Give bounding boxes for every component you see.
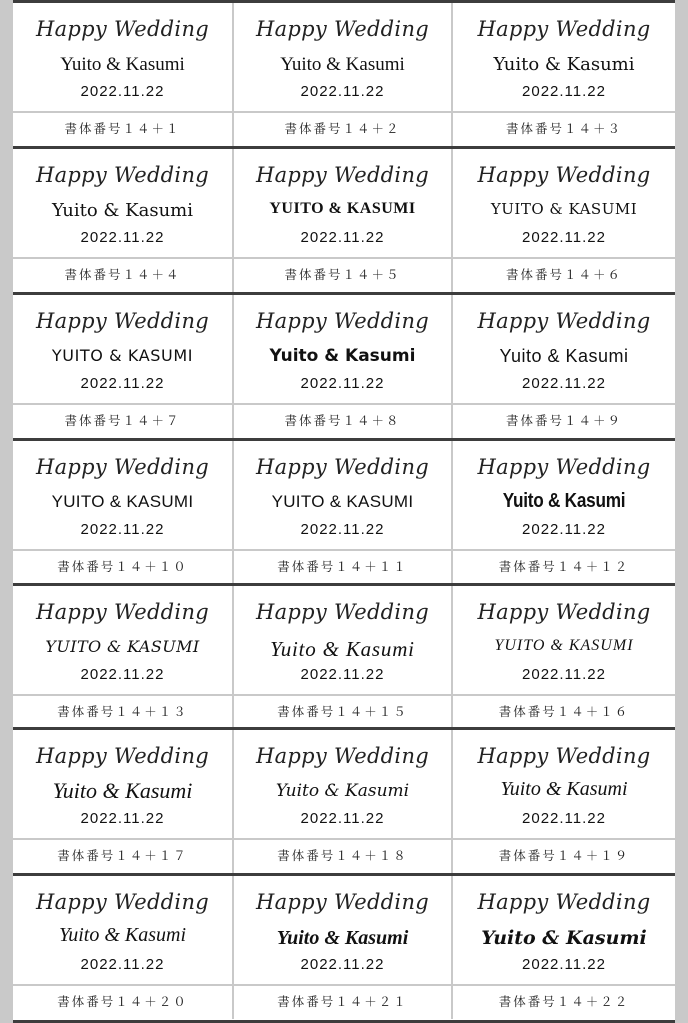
font-sample-card xyxy=(13,149,234,292)
sample-date: 2022.11.22 xyxy=(80,666,165,683)
sample-names: Yuito & Kasumi xyxy=(280,54,405,75)
font-number-label: 書体番号１４＋１ xyxy=(64,121,181,136)
font-number-label: 書体番号１４＋２ xyxy=(284,121,401,136)
font-sample-card xyxy=(234,295,453,438)
sample-preview xyxy=(453,3,675,113)
sample-preview xyxy=(13,295,232,405)
sample-preview xyxy=(234,876,451,986)
sample-title: Happy Wedding xyxy=(477,309,651,333)
font-sample-card xyxy=(453,876,675,1019)
font-sample-card xyxy=(453,149,675,292)
font-number-label: 書体番号１４＋２２ xyxy=(498,994,630,1009)
font-number-label: 書体番号１４＋１７ xyxy=(57,848,188,863)
sample-date: 2022.11.22 xyxy=(522,229,606,246)
sample-title: Happy Wedding xyxy=(255,890,430,914)
sample-preview xyxy=(234,3,451,113)
sample-row xyxy=(13,438,675,584)
sample-date: 2022.11.22 xyxy=(300,666,385,683)
font-sample-card xyxy=(234,876,453,1019)
sample-row xyxy=(13,292,675,438)
sample-names: YUITO & KASUMI xyxy=(494,637,634,654)
sample-preview xyxy=(453,586,675,696)
sample-names: YUITO & KASUMI xyxy=(51,492,194,511)
font-number-label: 書体番号１４＋１８ xyxy=(277,848,408,863)
sample-title: Happy Wedding xyxy=(35,455,210,479)
sample-names: Yuito & Kasumi xyxy=(493,54,635,75)
sample-preview xyxy=(13,149,232,259)
font-sample-card xyxy=(234,149,453,292)
font-sample-card xyxy=(13,3,234,146)
font-sample-card xyxy=(453,295,675,438)
font-number-label: 書体番号１４＋７ xyxy=(64,413,181,428)
sample-date: 2022.11.22 xyxy=(80,810,165,827)
sample-date: 2022.11.22 xyxy=(300,229,385,246)
font-number-label: 書体番号１４＋１９ xyxy=(498,848,630,863)
sample-title: Happy Wedding xyxy=(35,890,210,914)
font-number-label: 書体番号１４＋１５ xyxy=(277,704,408,719)
sample-title: Happy Wedding xyxy=(255,309,430,333)
sample-names: Yuito & Kasumi xyxy=(269,346,416,366)
font-number-label: 書体番号１４＋１３ xyxy=(57,704,188,719)
font-number-label: 書体番号１４＋１６ xyxy=(498,704,630,719)
font-sample-card xyxy=(13,586,234,729)
sample-title: Happy Wedding xyxy=(477,17,651,41)
font-sample-card xyxy=(13,295,234,438)
font-number-label: 書体番号１４＋８ xyxy=(284,413,401,428)
sample-names: Yuito & Kasumi xyxy=(275,781,410,801)
font-sample-card xyxy=(13,876,234,1019)
font-number-label: 書体番号１４＋２０ xyxy=(57,994,188,1009)
sample-names: YUITO & KASUMI xyxy=(45,637,200,656)
sample-date: 2022.11.22 xyxy=(300,810,385,827)
sample-preview xyxy=(234,730,451,840)
sample-title: Happy Wedding xyxy=(477,455,651,479)
sample-preview xyxy=(453,295,675,405)
sample-preview xyxy=(13,586,232,696)
sample-row xyxy=(13,873,675,1023)
sample-title: Happy Wedding xyxy=(477,163,651,187)
sample-title: Happy Wedding xyxy=(35,309,210,333)
sample-title: Happy Wedding xyxy=(255,17,430,41)
font-number-label: 書体番号１４＋５ xyxy=(284,267,401,282)
sample-names: YUITO & KASUMI xyxy=(271,492,414,511)
sample-date: 2022.11.22 xyxy=(522,521,606,538)
sample-title: Happy Wedding xyxy=(255,744,430,768)
sample-preview xyxy=(234,441,451,551)
font-number-label: 書体番号１４＋３ xyxy=(505,121,622,136)
sample-date: 2022.11.22 xyxy=(300,956,385,973)
sample-names: Yuito & Kasumi xyxy=(52,778,193,803)
font-sample-card xyxy=(234,586,453,729)
sample-names: YUITO & KASUMI xyxy=(490,200,638,218)
font-sample-card xyxy=(234,441,453,584)
sample-row xyxy=(13,727,675,873)
sample-date: 2022.11.22 xyxy=(522,375,606,392)
sample-preview xyxy=(453,441,675,551)
sample-row xyxy=(13,0,675,146)
sample-names: Yuito & Kasumi xyxy=(502,490,626,512)
sample-names: Yuito & Kasumi xyxy=(270,637,415,661)
sample-preview xyxy=(13,730,232,840)
font-sample-card xyxy=(453,730,675,873)
font-number-label: 書体番号１４＋１０ xyxy=(57,559,188,574)
sample-title: Happy Wedding xyxy=(477,890,651,914)
sample-date: 2022.11.22 xyxy=(80,83,165,100)
sample-date: 2022.11.22 xyxy=(80,956,165,973)
font-number-label: 書体番号１４＋１１ xyxy=(277,559,408,574)
sample-date: 2022.11.22 xyxy=(300,521,385,538)
sample-preview xyxy=(234,586,451,696)
font-sample-card xyxy=(234,3,453,146)
sample-title: Happy Wedding xyxy=(35,744,210,768)
sample-date: 2022.11.22 xyxy=(300,375,385,392)
sample-date: 2022.11.22 xyxy=(522,956,606,973)
sample-title: Happy Wedding xyxy=(477,744,651,768)
sample-preview xyxy=(234,295,451,405)
sample-preview xyxy=(13,3,232,113)
sample-preview xyxy=(234,149,451,259)
sample-title: Happy Wedding xyxy=(255,163,430,187)
sample-preview xyxy=(453,730,675,840)
font-sample-card xyxy=(453,586,675,729)
sample-names: Yuito & Kasumi xyxy=(276,927,409,949)
sample-names: Yuito & Kasumi xyxy=(58,924,187,946)
font-number-label: 書体番号１４＋９ xyxy=(505,413,622,428)
sample-date: 2022.11.22 xyxy=(80,375,165,392)
sample-title: Happy Wedding xyxy=(255,600,430,624)
font-sample-card xyxy=(13,730,234,873)
sample-title: Happy Wedding xyxy=(35,600,210,624)
sample-names: Yuito & Kasumi xyxy=(60,54,185,75)
sample-date: 2022.11.22 xyxy=(300,83,385,100)
font-number-label: 書体番号１４＋１２ xyxy=(498,559,630,574)
sample-title: Happy Wedding xyxy=(35,163,210,187)
sample-date: 2022.11.22 xyxy=(522,810,606,827)
sample-names: Yuito & Kasumi xyxy=(499,346,629,366)
sample-title: Happy Wedding xyxy=(477,600,651,624)
sample-date: 2022.11.22 xyxy=(522,666,606,683)
font-sample-card xyxy=(453,3,675,146)
font-number-label: 書体番号１４＋６ xyxy=(505,267,622,282)
sample-names: Yuito & Kasumi xyxy=(481,927,647,949)
font-number-label: 書体番号１４＋４ xyxy=(64,267,181,282)
sample-title: Happy Wedding xyxy=(255,455,430,479)
font-number-label: 書体番号１４＋２１ xyxy=(277,994,408,1009)
font-sample-card xyxy=(234,730,453,873)
sample-row xyxy=(13,146,675,292)
sample-names: Yuito & Kasumi xyxy=(51,200,194,221)
sample-date: 2022.11.22 xyxy=(80,229,165,246)
sample-preview xyxy=(13,441,232,551)
sample-date: 2022.11.22 xyxy=(522,83,606,100)
sample-names: Yuito & Kasumi xyxy=(500,778,628,800)
sample-names: YUITO & KASUMI xyxy=(269,200,416,217)
sample-names: YUITO & KASUMI xyxy=(51,346,194,365)
sample-preview xyxy=(453,149,675,259)
sample-preview xyxy=(453,876,675,986)
sample-row xyxy=(13,583,675,729)
sample-date: 2022.11.22 xyxy=(80,521,165,538)
sample-preview xyxy=(13,876,232,986)
sample-title: Happy Wedding xyxy=(35,17,210,41)
font-sample-card xyxy=(13,441,234,584)
font-sample-card xyxy=(453,441,675,584)
